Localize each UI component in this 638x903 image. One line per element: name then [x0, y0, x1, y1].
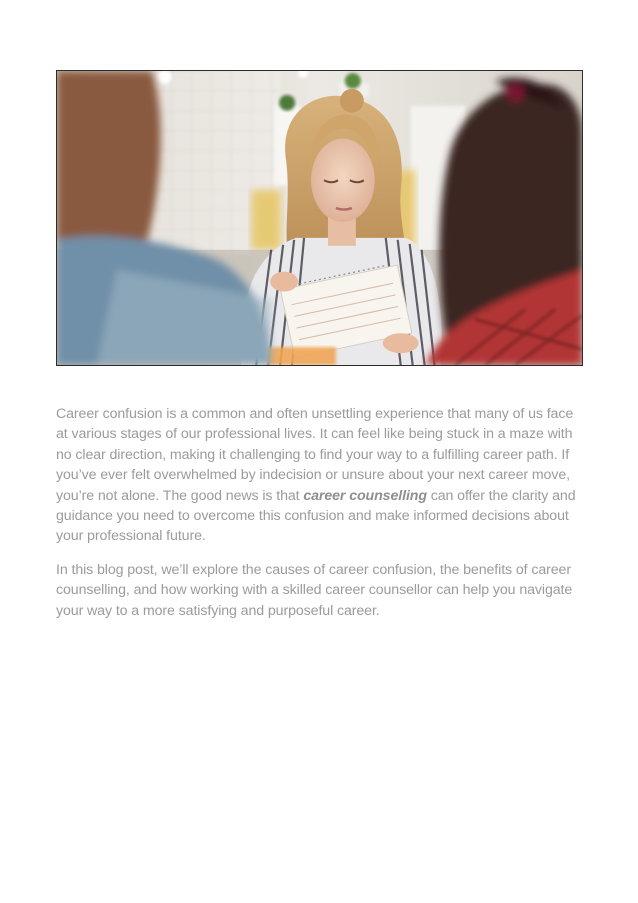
overview-paragraph: In this blog post, we’ll explore the causes of career confusion, the benefits of career counselling, and how working with a skilled career counsellor can help you navigate your way to a more satisfying and purposeful career. — [56, 561, 573, 619]
hero-photo — [56, 70, 583, 366]
photo-illustration — [57, 71, 582, 365]
intro-paragraph — [56, 404, 583, 547]
intro-text-continued: can offer the clarity and guidance you need to overcome this confusion and make informed decisions about your professional future. — [56, 487, 576, 545]
career-counselling-emphasis: career counselling — [303, 487, 427, 504]
article-body — [56, 404, 583, 634]
intro-text: Career confusion is a common and often unsettling experience that many of us face at various stages of our professional lives. It can feel like being stuck in a maze with no clear direction, making it challenging to find your way to a fulfilling career path. If you’ve ever felt overwhelmed by indecision or unsure about your next career move, you’re not alone. The good news is that — [56, 406, 574, 504]
